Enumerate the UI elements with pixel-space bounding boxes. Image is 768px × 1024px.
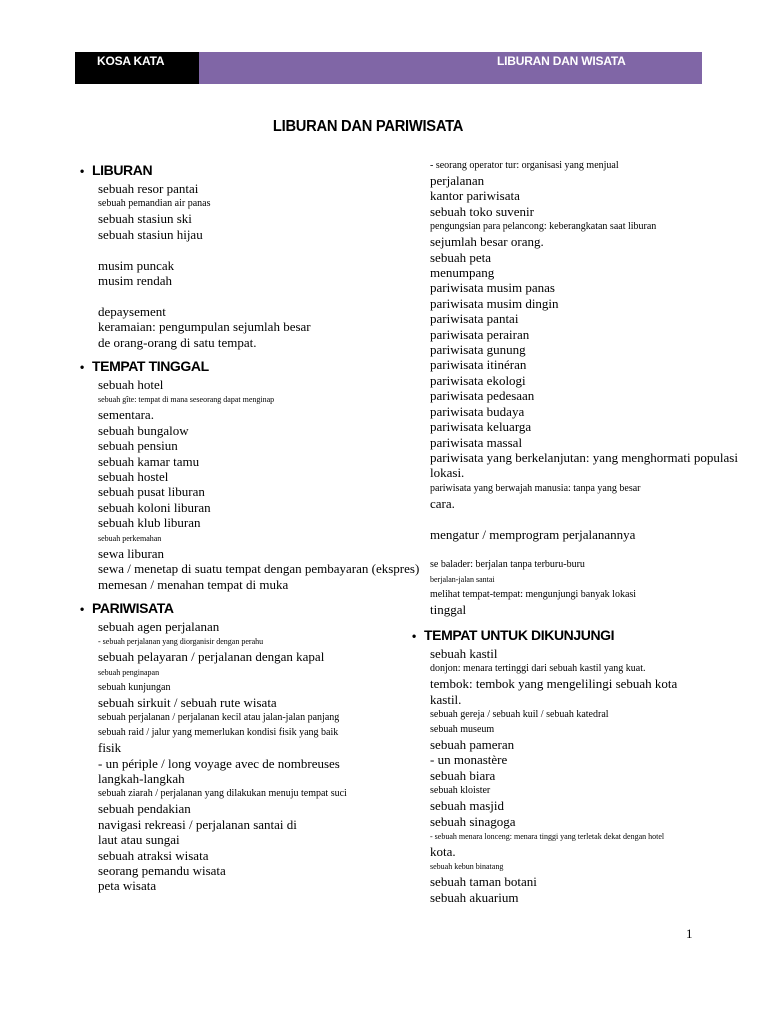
vocab-item: se balader: berjalan tanpa terburu-buru [430, 559, 585, 571]
vocab-item: sebuah taman botani [430, 874, 537, 890]
vocab-item: fisik [98, 740, 122, 756]
vocab-list [80, 377, 420, 592]
vocab-item: pariwisata yang berwajah manusia: tanpa yang besar [430, 482, 641, 494]
vocab-list [80, 619, 420, 894]
vocab-item: sebuah masjid [430, 798, 505, 814]
vocab-item: memesan / menahan tempat di muka [98, 576, 289, 592]
vocab-item: sebuah stasiun ski [98, 211, 192, 227]
vocab-item: pariwisata itinéran [430, 357, 527, 373]
bullet-icon: • [80, 164, 84, 178]
left-column [80, 160, 420, 900]
vocab-item: sebuah kloister [430, 785, 491, 797]
section-heading-text: LIBURAN [92, 162, 153, 178]
header-bar [75, 52, 702, 84]
vocab-item: sebuah kunjungan [98, 681, 171, 693]
vocab-item: sebuah bungalow [98, 422, 189, 438]
vocab-item: sebuah gereja / sebuah kuil / sebuah katedral [430, 708, 609, 720]
vocab-item: pariwisata budaya [430, 403, 525, 419]
bullet-icon: • [80, 360, 84, 375]
vocab-item: pariwisata perairan [430, 326, 530, 342]
vocab-item: pariwisata yang berkelanjutan: yang menghormati populasi [430, 449, 738, 465]
vocab-section [80, 356, 420, 592]
vocab-item: - sebuah menara lonceng: menara tinggi yang terletak dekat dengan hotel [430, 831, 665, 841]
vocab-item: sebuah koloni liburan [98, 499, 211, 515]
vocab-item: pariwisata gunung [430, 342, 526, 358]
vocab-item: sebuah pameran [430, 736, 515, 752]
section-heading [412, 625, 762, 646]
section-heading-text: TEMPAT TINGGAL [92, 358, 209, 375]
vocab-item: sebuah pensiun [98, 438, 178, 454]
header-right-label: LIBURAN DAN WISATA [497, 54, 626, 68]
vocab-item: musim rendah [98, 273, 173, 289]
vocab-item: langkah-langkah [98, 770, 185, 786]
page-number: 1 [686, 926, 693, 941]
spacer [430, 542, 762, 557]
vocab-item: musim puncak [98, 257, 175, 273]
vocab-item: perjalanan [430, 173, 485, 188]
vocab-item: pariwisata massal [430, 434, 523, 450]
vocab-item: menumpang [430, 265, 495, 281]
vocab-list [412, 646, 762, 905]
vocab-list [80, 181, 420, 350]
vocab-item: sebuah biara [430, 767, 496, 783]
vocab-item: - seorang operator tur: organisasi yang menjual [430, 160, 619, 171]
spacer [98, 242, 420, 257]
vocab-section [80, 598, 420, 894]
vocab-item: sebuah kastil [430, 645, 498, 661]
vocab-item: sebuah hotel [98, 377, 164, 393]
vocab-item: cara. [430, 495, 455, 511]
vocab-item: sebuah klub liburan [98, 515, 201, 531]
vocab-item: sebuah ziarah / perjalanan yang dilakukan menuju tempat suci [98, 788, 347, 800]
right-column [412, 158, 762, 911]
vocab-item: laut atau sungai [98, 832, 180, 848]
vocab-item: melihat tempat-tempat: mengunjungi banyak lokasi [430, 589, 637, 601]
vocab-item: - un périple / long voyage avec de nombreuses [98, 755, 340, 771]
vocab-item: navigasi rekreasi / perjalanan santai di [98, 816, 297, 832]
vocab-item: seorang pemandu wisata [98, 862, 226, 878]
page-title: LIBURAN DAN PARIWISATA [272, 118, 464, 135]
vocab-item: pariwisata musim dingin [430, 295, 559, 311]
vocab-item: tembok: tembok yang mengelilingi sebuah kota [430, 676, 678, 692]
vocab-item: sebuah kamar tamu [98, 453, 200, 469]
vocab-item: sebuah perkemahan [98, 533, 162, 543]
vocab-item: sebuah sinagoga [430, 813, 516, 829]
vocab-section [412, 625, 762, 905]
vocab-item: sebuah akuarium [430, 889, 519, 905]
vocab-item: sebuah hostel [98, 469, 169, 485]
vocab-item: sebuah agen perjalanan [98, 618, 220, 634]
vocab-item: pariwisata pantai [430, 311, 519, 327]
vocab-item: sebuah sirkuit / sebuah rute wisata [98, 694, 277, 710]
vocab-section [80, 160, 420, 350]
vocab-item: sebuah penginapan [98, 667, 160, 677]
vocab-item: - sebuah perjalanan yang diorganisir dengan perahu [98, 637, 264, 647]
header-left-label: KOSA KATA [97, 54, 165, 68]
vocab-item: mengatur / memprogram perjalanannya [430, 526, 636, 542]
right-sections [412, 625, 762, 905]
vocab-item: pariwisata pedesaan [430, 388, 535, 404]
vocab-item: de orang-orang di satu tempat. [98, 334, 257, 350]
vocab-item: keramaian: pengumpulan sejumlah besar [98, 319, 311, 335]
vocab-item: sebuah pendakian [98, 801, 191, 817]
header-left-block [75, 52, 199, 84]
vocab-item: peta wisata [98, 878, 157, 894]
vocab-item: pariwisata keluarga [430, 419, 532, 435]
vocab-item: sebuah kebun binatang [430, 862, 504, 872]
section-heading-text: PARIWISATA [92, 599, 174, 616]
vocab-item: kantor pariwisata [430, 188, 520, 204]
vocab-item: pengungsian para pelancong: keberangkatan saat liburan [430, 221, 657, 233]
vocab-item: - un monastère [430, 752, 508, 768]
vocab-item: pariwisata musim panas [430, 280, 555, 296]
vocab-item: sebuah stasiun hijau [98, 226, 203, 242]
vocab-item: sementara. [98, 407, 154, 423]
vocab-item: lokasi. [430, 465, 465, 481]
section-heading [80, 160, 420, 181]
section-heading-text: TEMPAT UNTUK DIKUNJUNGI [424, 626, 615, 643]
vocab-item: sewa / menetap di suatu tempat dengan pembayaran (ekspres) [98, 561, 420, 577]
vocab-item: sebuah raid / jalur yang memerlukan kondisi fisik yang baik [98, 727, 339, 739]
section-heading [80, 356, 420, 377]
right-intro-list [412, 158, 762, 618]
header-right-block [199, 52, 702, 84]
vocab-item: berjalan-jalan santai [430, 575, 495, 585]
vocab-item: donjon: menara tertinggi dari sebuah kastil yang kuat. [430, 663, 646, 675]
vocab-item: depaysement [98, 303, 166, 319]
bullet-icon: • [80, 601, 84, 616]
vocab-item: sewa liburan [98, 545, 165, 561]
vocab-item: sejumlah besar orang. [430, 234, 544, 250]
vocab-item: sebuah toko suvenir [430, 203, 534, 219]
vocab-item: sebuah pemandian air panas [98, 198, 211, 210]
vocab-item: kota. [430, 843, 456, 859]
vocab-item: kastil. [430, 691, 462, 707]
spacer [430, 511, 762, 526]
vocab-item: sebuah pusat liburan [98, 484, 205, 500]
vocab-item: tinggal [430, 602, 467, 618]
vocab-item: sebuah gîte: tempat di mana seseorang dapat menginap [98, 395, 275, 405]
section-heading [80, 598, 420, 619]
bullet-icon: • [412, 628, 416, 643]
vocab-item: sebuah resor pantai [98, 181, 199, 196]
vocab-item: sebuah atraksi wisata [98, 847, 209, 863]
vocab-item: sebuah perjalanan / perjalanan kecil atau jalan-jalan panjang [98, 712, 340, 724]
vocab-item: pariwisata ekologi [430, 372, 526, 388]
vocab-item: sebuah museum [430, 723, 495, 735]
vocab-item: sebuah pelayaran / perjalanan dengan kapal [98, 649, 325, 665]
vocab-item: sebuah peta [430, 249, 492, 265]
spacer [98, 288, 420, 303]
